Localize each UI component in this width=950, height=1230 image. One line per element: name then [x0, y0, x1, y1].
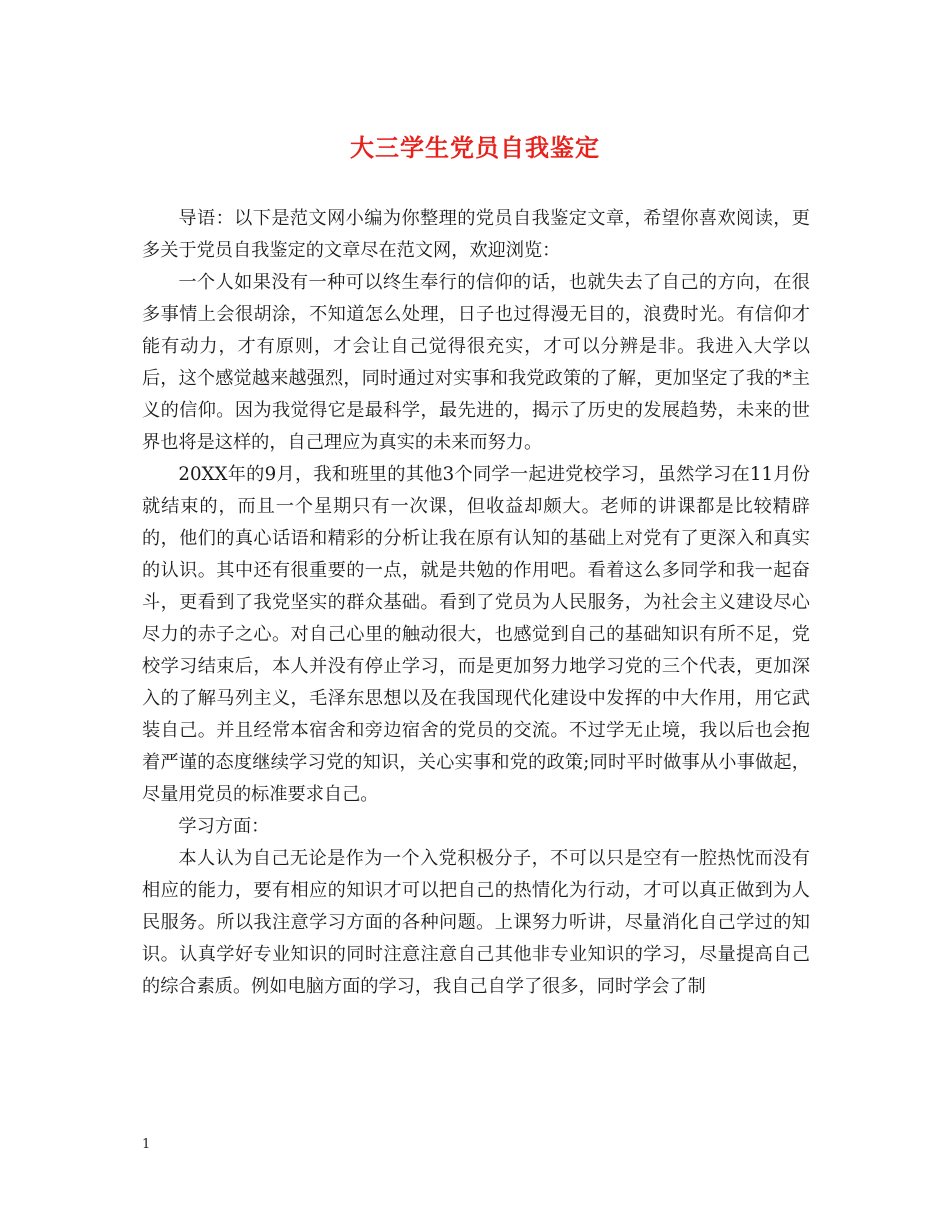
paragraph-study: 本人认为自己无论是作为一个入党积极分子，不可以只是空有一腔热忱而没有相应的能力，要有相应的知识才可以把自己的热情化为行动，才可以真正做到为人民服务。所以我注意学习方面的各种问题。上课努力听讲，尽量消化自己学过的知识。认真学好专业知识的同时注意注意自己其他非专业知识的学习，尽量提高自己的综合素质。例如电脑方面的学习，我自己自学了很多，同时学会了制 [142, 848, 810, 997]
document-body [142, 203, 810, 1003]
page-number: 1 [142, 1137, 151, 1152]
section-heading-study: 学习方面： [178, 816, 270, 837]
paragraph-intro: 导语：以下是范文网小编为你整理的党员自我鉴定文章，希望你喜欢阅读，更多关于党员自我鉴定的文章尽在范文网，欢迎浏览： [142, 208, 810, 261]
paragraph-belief: 一个人如果没有一种可以终生奉行的信仰的话，也就失去了自己的方向，在很多事情上会很胡涂，不知道怎么处理，日子也过得漫无目的，浪费时光。有信仰才能有动力，才有原则，才会让自己觉得很充实，才可以分辨是非。我进入大学以后，这个感觉越来越强烈，同时通过对实事和我党政策的了解，更加坚定了我的*主义的信仰。因为我觉得它是最科学，最先进的，揭示了历史的发展趋势，未来的世界也将是这样的，自己理应为真实的未来而努力。 [142, 272, 810, 453]
paragraph-party-school: 20XX年的9月，我和班里的其他3个同学一起进党校学习，虽然学习在11月份就结束的，而且一个星期只有一次课，但收益却颇大。老师的讲课都是比较精辟的，他们的真心话语和精彩的分析让我在原有认知的基础上对党有了更深入和真实的认识。其中还有很重要的一点，就是共勉的作用吧。看着这么多同学和我一起奋斗，更看到了我党坚实的群众基础。看到了党员为人民服务，为社会主义建设尽心尽力的赤子之心。对自己心里的触动很大，也感觉到自己的基础知识有所不足，党校学习结束后，本人并没有停止学习，而是更加努力地学习党的三个代表，更加深入的了解马列主义，毛泽东思想以及在我国现代化建设中发挥的中大作用，用它武装自己。并且经常本宿舍和旁边宿舍的党员的交流。不过学无止境，我以后也会抱着严谨的态度继续学习党的知识，关心实事和党的政策;同时平时做事从小事做起，尽量用党员的标准要求自己。 [142, 464, 810, 805]
document-title: 大三学生党员自我鉴定 [350, 134, 600, 162]
